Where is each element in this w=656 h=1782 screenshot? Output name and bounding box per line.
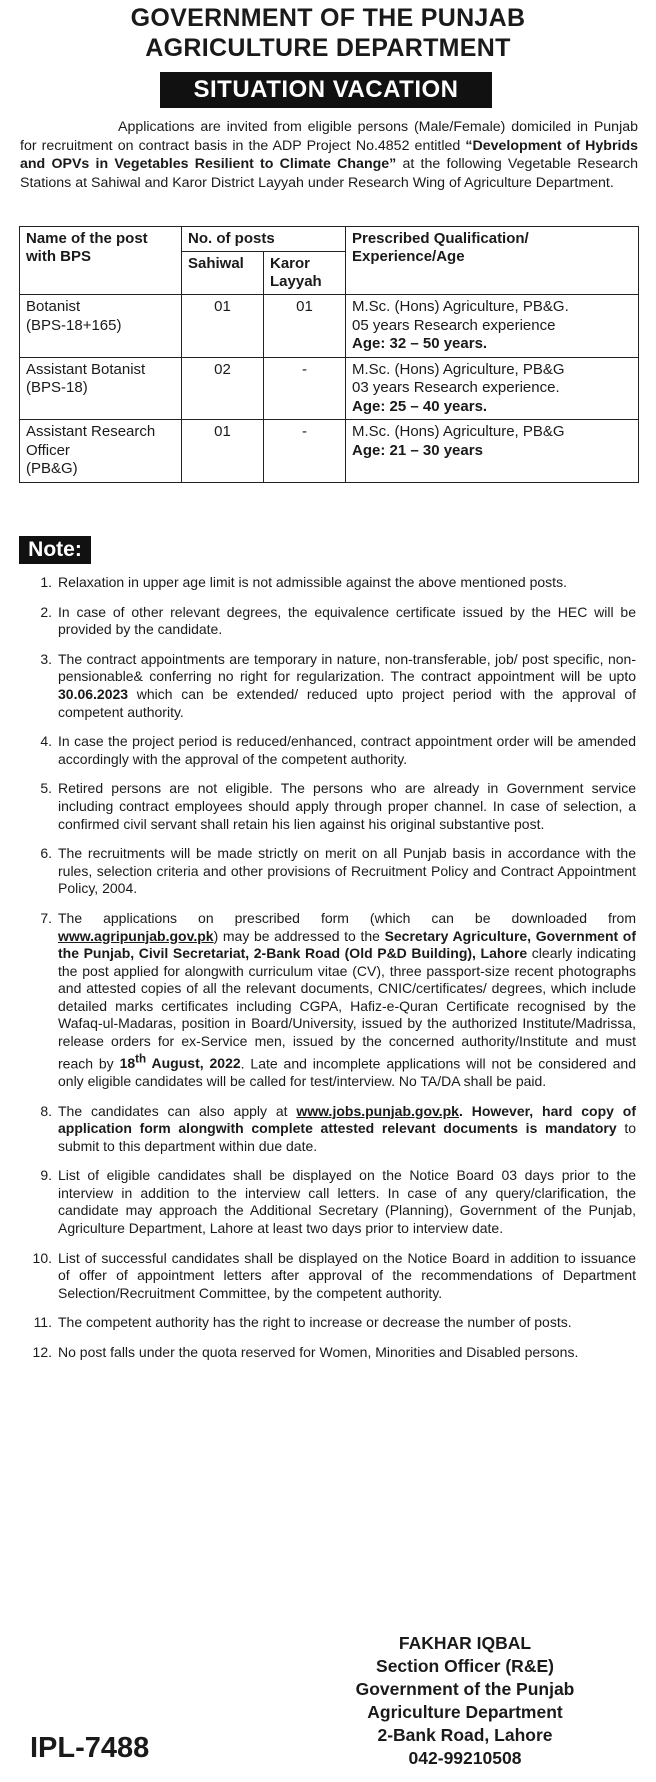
post-name: Assistant Research Officer xyxy=(26,423,156,459)
note-item xyxy=(20,1250,636,1303)
note-text-part: . Late and incomplete applications will not be considered and only eligible candidates will be called for test/interview. No TA/DA shall be paid. xyxy=(58,1055,636,1089)
signature-block xyxy=(300,1632,630,1770)
note-item xyxy=(20,780,636,833)
deadline-day: 18 xyxy=(119,1055,136,1072)
header-government: GOVERNMENT OF THE PUNJAB xyxy=(130,4,526,32)
jobs-punjab-link[interactable]: www.jobs.punjab.gov.pk xyxy=(296,1102,459,1119)
karor-count: - xyxy=(264,357,346,420)
note-number: 9. xyxy=(40,1167,52,1184)
notes-list xyxy=(20,574,636,1374)
note-number: 2. xyxy=(40,603,52,620)
note-label: Note: xyxy=(19,536,91,564)
situation-vacation-banner: SITUATION VACATION xyxy=(160,72,492,108)
officer-designation: Section Officer (R&E) xyxy=(376,1656,554,1676)
qualification: M.Sc. (Hons) Agriculture, PB&G xyxy=(352,423,565,440)
post-name: Botanist xyxy=(26,298,81,315)
note-number: 8. xyxy=(40,1102,52,1119)
note-text xyxy=(58,651,636,721)
signature-address: 2-Bank Road, Lahore xyxy=(377,1725,553,1745)
note-number: 11. xyxy=(33,1314,52,1331)
table-header-row xyxy=(20,227,639,252)
posts-table xyxy=(19,226,639,483)
note-item xyxy=(20,733,636,768)
contract-end-date: 30.06.2023 xyxy=(58,685,129,702)
note-number: 4. xyxy=(40,733,52,750)
deadline-month-year: August, 2022 xyxy=(146,1055,241,1072)
sahiwal-count: 02 xyxy=(182,357,264,420)
header-qualification: Prescribed Qualification/ Experience/Age xyxy=(346,227,639,295)
note-item xyxy=(20,1344,636,1362)
sahiwal-count: 01 xyxy=(182,295,264,358)
note-text: The competent authority has the right to increase or decrease the number of posts. xyxy=(58,1314,572,1331)
age-limit: Age: 21 – 30 years xyxy=(352,441,483,459)
note-number: 3. xyxy=(40,650,52,667)
experience: 05 years Research experience xyxy=(352,316,556,334)
note-text: No post falls under the quota reserved for Women, Minorities and Disabled persons. xyxy=(58,1344,579,1361)
note-item xyxy=(20,1103,636,1156)
age-limit: Age: 25 – 40 years. xyxy=(352,397,488,415)
note-number: 12. xyxy=(32,1344,52,1361)
hard-copy-requirement: . However, hard copy of application form alongwith complete attested relevant documents is mandatory xyxy=(58,1102,637,1137)
note-item xyxy=(20,651,636,721)
karor-count: 01 xyxy=(264,295,346,358)
post-name: Assistant Botanist xyxy=(26,360,146,378)
note-text xyxy=(58,910,636,1091)
post-bps: (BPS-18) xyxy=(26,379,88,396)
note-text: List of eligible candidates shall be displayed on the Notice Board 03 days prior to the interview in addition to the interview call letters. In case of any query/clarification, the candidate may approach the Additional Secretary (Planning), Government of the Punjab, Agriculture Department, Lahore at least two days prior to interview date. xyxy=(58,1167,636,1237)
note-text: List of successful candidates shall be displayed on the Notice Board in addition to issuance of offer of appointment letters after approval of the recommendations of Department Selection/Recruitment Committee, by the competent authority. xyxy=(58,1249,636,1301)
table-row xyxy=(20,357,639,420)
sahiwal-count: 01 xyxy=(182,420,264,483)
signature-org-1: Government of the Punjab xyxy=(355,1679,575,1699)
karor-count: - xyxy=(264,420,346,483)
qualification: M.Sc. (Hons) Agriculture, PB&G. xyxy=(352,298,569,315)
signature-org-2: Agriculture Department xyxy=(367,1702,563,1722)
header-sahiwal: Sahiwal xyxy=(182,252,264,295)
note-text xyxy=(58,1103,636,1156)
officer-name: FAKHAR IQBAL xyxy=(398,1633,532,1653)
note-text: Relaxation in upper age limit is not admissible against the above mentioned posts. xyxy=(58,574,567,590)
note-item xyxy=(20,910,636,1091)
note-item xyxy=(20,1167,636,1237)
note-text-part: clearly indicating the post applied for alongwith curriculum vitae (CV), three passport-size recent photographs and attested copies of all the relevant documents, CNIC/certificates/ degrees, which include detailed marks certificates including CGPA, Hafiz-e-Quran Certificate recognised by the Wafaq-ul-Madaras, position in Board/University, issued by the authorized Institute/Madrissa, release orders for ex-Service men, issued by the concerned authority/Institute and must reach by xyxy=(58,945,636,1072)
intro-text-2: at the following Vegetable Research Stations at Sahiwal and Karor District Layyah under Research Wing of Agriculture Department. xyxy=(20,156,638,191)
note-item xyxy=(20,574,636,592)
age-limit: Age: 32 – 50 years. xyxy=(352,335,488,352)
agripunjab-link[interactable]: www.agripunjab.gov.pk xyxy=(58,927,214,944)
ipl-number: IPL-7488 xyxy=(30,1732,150,1764)
signature-phone: 042-99210508 xyxy=(408,1748,522,1768)
table-row xyxy=(20,295,639,358)
note-number: 6. xyxy=(40,845,52,862)
header-department: AGRICULTURE DEPARTMENT xyxy=(145,34,511,62)
header-post: Name of the post with BPS xyxy=(20,227,182,295)
header-karor: Karor Layyah xyxy=(264,252,346,295)
note-number: 10. xyxy=(32,1249,52,1266)
experience: 03 years Research experience. xyxy=(352,379,560,396)
note-text-part: ) may be addressed to the xyxy=(213,927,385,944)
qualification: M.Sc. (Hons) Agriculture, PB&G xyxy=(352,360,565,378)
note-number: 5. xyxy=(40,780,52,797)
note-number: 7. xyxy=(40,909,52,926)
note-text-part: The applications on prescribed form (which can be downloaded from xyxy=(58,909,636,926)
deadline-suffix: th xyxy=(135,1052,147,1066)
note-text: The recruitments will be made strictly on merit on all Punjab basis in accordance with the rules, selection criteria and other provisions of Recruitment Policy and Contract Appointment Policy, 2004. xyxy=(58,845,636,897)
note-text: In case of other relevant degrees, the equivalence certificate issued by the HEC will be provided by the candidate. xyxy=(58,603,636,638)
intro-paragraph xyxy=(20,118,638,192)
note-item xyxy=(20,845,636,898)
table-row xyxy=(20,420,639,483)
post-bps: (BPS-18+165) xyxy=(26,316,122,334)
note-text: In case the project period is reduced/enhanced, contract appointment order will be amended accordingly with the approval of the competent authority. xyxy=(58,733,636,767)
note-text-part: The candidates can also apply at xyxy=(58,1102,297,1119)
note-item xyxy=(20,604,636,639)
deadline xyxy=(119,1052,241,1072)
note-text: Retired persons are not eligible. The persons who are already in Government service including contract employees should apply through proper channel. In case of selection, a confirmed civil servant shall retain his lien against his original substantive post. xyxy=(58,780,636,832)
post-bps: (PB&G) xyxy=(26,460,78,477)
note-text-part: which can be extended/ reduced upto project period with the approval of competent authority. xyxy=(58,685,636,720)
note-item xyxy=(20,1314,636,1332)
header-num-posts: No. of posts xyxy=(182,227,346,252)
note-text-part: The contract appointments are temporary in nature, non-transferable, job/ post specific, non-pensionable& conferring no right for regularization. The contract appointment will be upto xyxy=(58,650,636,685)
note-text-part: to submit to this department within due date. xyxy=(58,1120,636,1154)
project-title: “Development of Hybrids and OPVs in Vegetables Resilient to Climate Change” xyxy=(20,137,638,173)
note-number: 1. xyxy=(40,574,52,590)
mailing-address: Secretary Agriculture, Government of the Punjab, Civil Secretariat, 2-Bank Road (Old P&D Building), Lahore xyxy=(58,927,636,962)
intro-text-1: Applications are invited from eligible persons (Male/Female) domiciled in Punjab for recruitment on contract basis in the ADP Project No.4852 entitled xyxy=(20,119,638,154)
